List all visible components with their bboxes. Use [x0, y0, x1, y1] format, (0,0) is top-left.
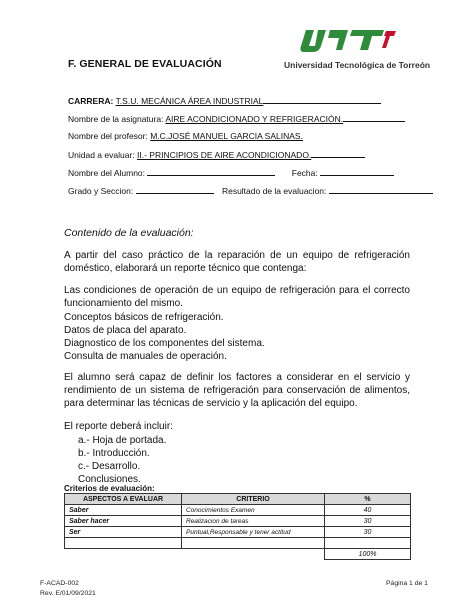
row-percent: 40	[325, 505, 411, 516]
grado-row	[68, 185, 433, 196]
table-row-empty	[65, 538, 411, 549]
carrera-line	[263, 95, 381, 104]
empty-cell	[65, 538, 182, 549]
criteria-header-row	[65, 494, 411, 505]
table-row	[65, 516, 411, 527]
row-percent: 30	[325, 527, 411, 538]
list-item: Consulta de manuales de operación.	[64, 351, 227, 362]
row-percent: 30	[325, 516, 411, 527]
fecha-input[interactable]	[320, 167, 394, 176]
asignatura-line	[343, 113, 405, 122]
criteria-table	[64, 493, 411, 560]
unidad-row	[68, 149, 365, 160]
asignatura-label: Nombre de la asignatura:	[68, 114, 164, 124]
carrera-value: T.S.U. MECÁNICA ÁREA INDUSTRIAL	[115, 96, 264, 106]
unidad-value: II.- PRINCIPIOS DE AIRE ACONDICIONADO.	[137, 150, 312, 160]
unidad-label: Unidad a evaluar:	[68, 150, 135, 160]
empty-cell	[65, 549, 182, 560]
profesor-value: M.C.JOSÉ MANUEL GARCIA SALINAS.	[150, 131, 303, 141]
grado-input[interactable]	[136, 185, 214, 194]
grado-label: Grado y Seccion:	[68, 186, 134, 196]
footer-page: Página 1 de 1	[386, 580, 428, 587]
resultado-input[interactable]	[329, 185, 433, 194]
empty-cell	[325, 538, 411, 549]
report-item: c.- Desarrollo.	[78, 461, 141, 472]
header-criterion: CRITERIO	[182, 494, 325, 505]
list-item: Diagnostico de los componentes del sistema.	[64, 338, 265, 349]
row-criterion: Conocimientos Examen	[182, 505, 325, 516]
alumno-row	[68, 167, 394, 178]
table-row	[65, 527, 411, 538]
header-percent: %	[325, 494, 411, 505]
table-row	[65, 505, 411, 516]
university-name: Universidad Tecnológica de Torreón	[284, 60, 431, 70]
list-item: Las condiciones de operación de un equipo de refrigeración para el correcto funcionamiento del mismo.	[64, 285, 410, 309]
intro-paragraph: A partir del caso práctico de la reparación de un equipo de refrigeración doméstico, elaborará un reporte técnico que contenga:	[64, 250, 410, 274]
row-criterion: Puntual,Responsable y tener actitud	[182, 527, 325, 538]
empty-cell	[182, 549, 325, 560]
alumno-input[interactable]	[147, 167, 275, 176]
content-heading: Contenido de la evaluación:	[64, 227, 194, 239]
list-item: Conceptos básicos de refrigeración.	[64, 312, 224, 323]
total-row	[65, 549, 411, 560]
profesor-row	[68, 131, 303, 141]
list-item: Datos de placa del aparato.	[64, 325, 187, 336]
header-aspect: ASPECTOS A EVALUAR	[65, 494, 182, 505]
page-title: F. GENERAL DE EVALUACIÓN	[68, 58, 222, 70]
asignatura-value: AIRE ACONDICIONADO Y REFRIGERACIÓN.	[165, 114, 344, 124]
paragraph-2: El alumno será capaz de definir los factores a considerar en el servicio y rendimiento de un sistema de refrigeración para conservación de alimentos, para determinar las técnicas de servicio y la aplicación del equipo.	[64, 372, 410, 409]
unidad-line	[311, 149, 365, 158]
alumno-label: Nombre del Alumno:	[68, 168, 146, 178]
criteria-heading: Criterios de evaluación:	[64, 484, 155, 493]
carrera-label: CARRERA:	[68, 96, 114, 106]
empty-cell	[182, 538, 325, 549]
row-aspect: Saber hacer	[65, 516, 182, 527]
footer-code: F-ACAD-002	[40, 580, 79, 587]
total-percent: 100%	[325, 549, 411, 560]
profesor-label: Nombre del profesor:	[68, 131, 148, 141]
row-criterion: Realizacion de tareas	[182, 516, 325, 527]
row-aspect: Saber	[65, 505, 182, 516]
report-item: a.- Hoja de portada.	[78, 435, 167, 446]
report-item: Conclusiones.	[78, 474, 141, 485]
carrera-row	[68, 95, 381, 106]
footer-rev: Rev. E/01/09/2021	[40, 590, 96, 597]
report-intro: El reporte deberá incluir:	[64, 421, 173, 432]
resultado-label: Resultado de la evaluacion:	[221, 186, 327, 196]
row-aspect: Ser	[65, 527, 182, 538]
asignatura-row	[68, 113, 405, 124]
report-item: b.- Introducción.	[78, 448, 150, 459]
fecha-label: Fecha:	[291, 168, 318, 178]
